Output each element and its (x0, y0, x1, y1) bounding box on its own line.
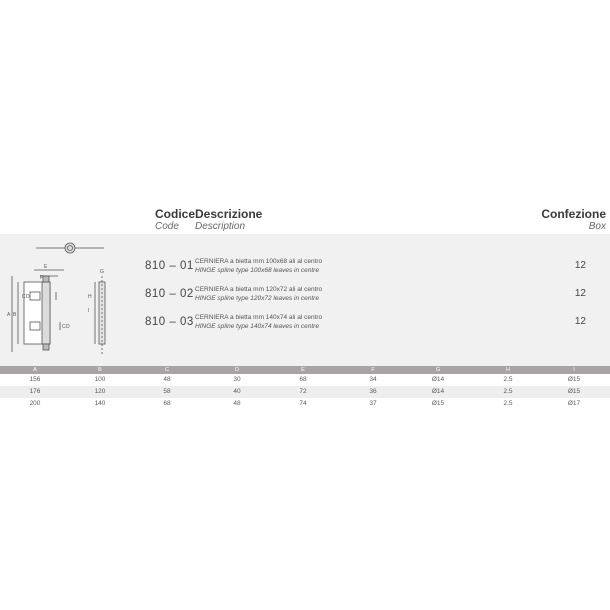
diagram-label: D (66, 324, 70, 330)
table-cell: Ø15 (567, 388, 581, 395)
diagram-label: B (13, 312, 17, 318)
diagram-label: G (100, 269, 104, 275)
diagram-label: C (62, 324, 66, 330)
hinge-top-cap (43, 276, 49, 282)
product-code: 810 – 01 (145, 260, 194, 272)
hinge-bottom-cap (43, 344, 49, 350)
code-header-it: Codice (155, 207, 196, 221)
table-cell: 37 (369, 400, 377, 407)
box-header-it: Confezione (541, 207, 606, 221)
description-header-en: Description (195, 221, 246, 232)
product-description-it: CERNIERA a bietta mm 140x74 ali al centro (195, 314, 323, 321)
table-cell: 2.5 (503, 388, 513, 395)
column-header: E (301, 367, 305, 373)
table-cell: 2.5 (503, 400, 513, 407)
product-description-it: CERNIERA a bietta mm 120x72 ali al centro (195, 286, 323, 293)
column-header: B (98, 367, 102, 373)
table-cell: 48 (163, 376, 171, 383)
column-header: G (435, 367, 441, 373)
description-header-it: Descrizione (195, 207, 263, 221)
product-box-qty: 12 (574, 316, 586, 327)
table-row (0, 386, 610, 398)
product-description-en: HINGE spline type 120x72 leaves in centre (195, 295, 319, 302)
diagram-label: I (88, 308, 90, 314)
column-header: D (235, 367, 239, 373)
product-box-qty: 12 (574, 260, 586, 271)
diagram-label: F (40, 275, 44, 281)
table-cell: 176 (29, 388, 41, 395)
table-cell: 156 (29, 376, 41, 383)
table-cell: 140 (94, 400, 106, 407)
table-cell: Ø17 (567, 400, 581, 407)
diagram-label: D (26, 294, 30, 300)
table-cell: 120 (94, 388, 106, 395)
product-box-qty: 12 (574, 288, 586, 299)
product-description-en: HINGE spline type 100x68 leaves in centre (195, 267, 319, 274)
diagram-label: E (44, 264, 48, 270)
product-description-en: HINGE spline type 140x74 leaves in centre (195, 323, 319, 330)
table-cell: 2.5 (503, 376, 513, 383)
table-cell: 68 (163, 400, 171, 407)
column-header: F (371, 367, 375, 373)
table-cell: 36 (369, 388, 377, 395)
table-cell: 40 (233, 388, 241, 395)
table-cell: 58 (163, 388, 171, 395)
table-header (0, 366, 610, 374)
table-cell: Ø15 (567, 376, 581, 383)
table-row (0, 398, 610, 410)
product-code: 810 – 03 (145, 316, 194, 328)
table-cell: 200 (29, 400, 41, 407)
table-cell: 100 (94, 376, 106, 383)
box-header-en: Box (588, 221, 606, 232)
table-cell: Ø14 (431, 388, 445, 395)
table-cell: 74 (299, 400, 307, 407)
column-header: I (573, 367, 575, 373)
column-header: C (165, 367, 169, 373)
diagram-label: A (7, 312, 11, 318)
table-cell: 48 (233, 400, 241, 407)
column-header: A (33, 367, 37, 373)
table-cell: Ø15 (431, 400, 445, 407)
column-header: H (506, 367, 510, 373)
table-cell: 72 (299, 388, 307, 395)
table-cell: 68 (299, 376, 307, 383)
table-cell: 30 (233, 376, 241, 383)
table-cell: 34 (369, 376, 377, 383)
table-row (0, 374, 610, 386)
product-code: 810 – 02 (145, 288, 194, 300)
code-header-en: Code (155, 221, 179, 232)
diagram-label: H (88, 294, 92, 300)
product-description-it: CERNIERA a bietta mm 100x68 ali al centro (195, 258, 323, 265)
top-view-barrel (65, 243, 75, 253)
diagram-label: C (22, 294, 26, 300)
dimension-table (0, 366, 610, 410)
table-cell: Ø14 (431, 376, 445, 383)
hinge-barrel (42, 282, 50, 344)
